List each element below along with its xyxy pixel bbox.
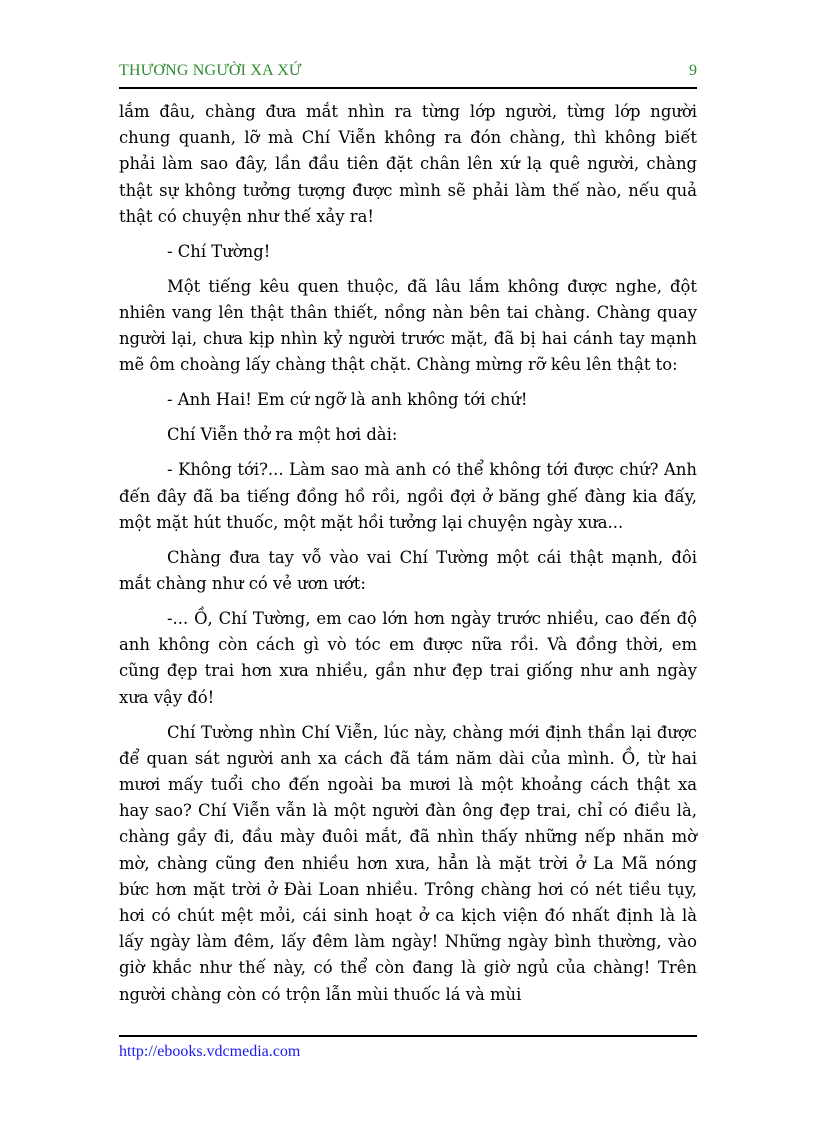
paragraph: Một tiếng kêu quen thuộc, đã lâu lắm không được nghe, đột nhiên vang lên thật thân thiết, nồng nàn bên tai chàng. Chàng quay người lại, chưa kịp nhìn kỷ người trước mặt, đã bị hai cánh tay mạnh mẽ ôm choàng lấy chàng thật chặt. Chàng mừng rỡ kêu lên thật to: bbox=[119, 276, 697, 375]
paragraph: - Không tới?... Làm sao mà anh có thể không tới được chứ? Anh đến đây đã ba tiếng đồng hồ rồi, ngồi đợi ở băng ghế đàng kia đấy, một mặt hút thuốc, một mặt hồi tưởng lại chuyện ngày xưa... bbox=[119, 460, 697, 532]
paragraph: Chí Viễn thở ra một hơi dài: bbox=[167, 425, 398, 445]
running-title: THƯƠNG NGƯỜI XA XỨ bbox=[119, 62, 302, 79]
page-number: 9 bbox=[689, 62, 697, 79]
footer-link[interactable]: http://ebooks.vdcmedia.com bbox=[119, 1043, 301, 1060]
paragraph: Chàng đưa tay vỗ vào vai Chí Tường một cái thật mạnh, đôi mắt chàng như có vẻ ươn ướt: bbox=[119, 547, 697, 594]
body-text bbox=[119, 99, 697, 1017]
header-divider bbox=[119, 87, 697, 89]
page-header bbox=[119, 62, 697, 86]
paragraph: - Anh Hai! Em cứ ngỡ là anh không tới chứ! bbox=[167, 390, 528, 410]
footer-divider bbox=[119, 1035, 697, 1037]
paragraph: lắm đâu, chàng đưa mắt nhìn ra từng lớp người, từng lớp người chung quanh, lỡ mà Chí Viễn không ra đón chàng, thì không biết phải làm sao đây, lần đầu tiên đặt chân lên xứ lạ quê người, chàng thật sự không tưởng tượng được mình sẽ phải làm thế nào, nếu quả thật có chuyện như thế xảy ra! bbox=[119, 102, 697, 226]
paragraph: - Chí Tường! bbox=[167, 241, 271, 261]
paragraph: Chí Tường nhìn Chí Viễn, lúc này, chàng mới định thần lại được để quan sát người anh xa cách đã tám năm dài của mình. Ồ, từ hai mươi mấy tuổi cho đến ngoài ba mươi là một khoảng cách thật xa hay sao? Chí Viễn vẫn là một người đàn ông đẹp trai, chỉ có điều là, chàng gầy đi, đầu mày đuôi mắt, đã nhìn thấy những nếp nhăn mờ mờ, chàng cũng đen nhiều hơn xưa, hẳn là mặt trời ở La Mã nóng bức hơn mặt trời ở Đài Loan nhiều. Trông chàng hơi có nét tiều tụy, hơi có chút mệt mỏi, cái sinh hoạt ở ca kịch viện đó nhất định là là lấy ngày làm đêm, lấy đêm làm ngày! Những ngày bình thường, vào giờ khắc như thế này, có thể còn đang là giờ ngủ của chàng! Trên người chàng còn có trộn lẫn mùi thuốc lá và mùi bbox=[119, 722, 697, 1004]
paragraph: -... Ồ, Chí Tường, em cao lớn hơn ngày trước nhiều, cao đến độ anh không còn cách gì vò tóc em được nữa rồi. Và đồng thời, em cũng đẹp trai hơn xưa nhiều, gần như đẹp trai giống như anh ngày xưa vậy đó! bbox=[119, 609, 697, 707]
